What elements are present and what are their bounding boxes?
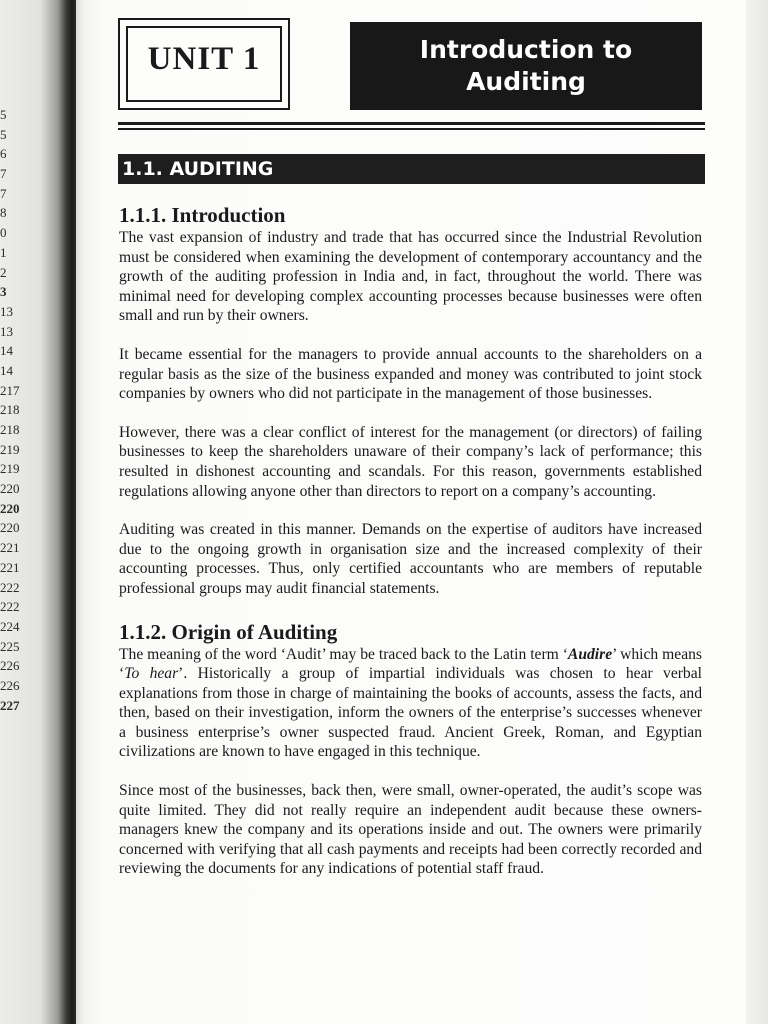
gutter-number: 0 [0,225,7,241]
introduction-paragraph: However, there was a clear conflict of interest for the management (or directors) of failing businesses to keep the shareholders unaware of their company’s lack of performance; this resulted in dishonest accounting and scandals. For this reason, governments established regulations allowing anyone other than directors to report on a company’s accounting. [119,423,702,500]
gutter-number: 5 [0,126,7,142]
gutter-number: 221 [0,559,20,575]
origin-text: The meaning of the word ‘Audit’ may be traced back to the Latin term ‘ [119,645,568,663]
header-rule-thin [118,128,705,130]
unit-title [420,34,632,98]
gutter-number: 226 [0,658,20,674]
origin-heading: 1.1.2. Origin of Auditing [119,619,338,644]
introduction-paragraph: It became essential for the managers to provide annual accounts to the shareholders on a regular basis as the size of the business expanded and money was contributed to joint stock companies by owners who did not participate in the management of those businesses. [119,345,702,403]
introduction-paragraph: The vast expansion of industry and trade that has occurred since the Industrial Revolution must be considered when examining the development of contemporary accountancy and the growth of the auditing profession in India and, in fact, throughout the world. There was minimal need for developing complex accounting processes because businesses were often small and run by their owners. [119,229,702,325]
gutter-number: 219 [0,461,20,477]
gutter-number: 5 [0,107,7,122]
gutter-number: 218 [0,422,20,437]
gutter-number: 14 [0,362,13,378]
gutter-number: 13 [0,303,13,319]
unit-title-line2: Auditing [466,67,586,96]
gutter-number: 1 [0,244,7,260]
gutter-number: 14 [0,343,13,359]
gutter-number: 220 [0,520,20,536]
gutter-number: 221 [0,540,20,556]
unit-title-line1: Introduction to [419,35,633,64]
section-title: 1.1. AUDITING [122,158,274,180]
unit-title-box [350,22,702,110]
page-right-edge [746,0,768,1024]
gutter-number: 227 [0,697,20,713]
unit-label-inner [126,26,282,102]
gutter-number: 220 [0,481,20,497]
gutter-number: 3 [0,284,7,300]
header-rule-thick [118,122,705,125]
gutter-number: 217 [0,382,20,398]
introduction-heading: 1.1.1. Introduction [119,203,286,227]
gutter-number: 7 [0,185,7,201]
origin-text: ’ which means ‘ [119,645,702,683]
gutter-number: 226 [0,677,20,693]
gutter-number: 225 [0,638,20,654]
gutter-number: 2 [0,264,7,280]
gutter-number: 7 [0,166,7,182]
unit-label-box [118,18,290,110]
gutter-number: 222 [0,579,20,595]
introduction-paragraph: Auditing was created in this manner. Demands on the expertise of auditors have increased due to the ongoing growth in organisation size and the increased complexity of their accounting processes. Thus, only certified accountants who are members of reputable professional groups may audit financial statements. [119,521,702,597]
latin-meaning-to-hear: To hear [124,665,179,683]
origin-paragraph-2: Since most of the businesses, back then, were small, owner-operated, the audit’s scope was quite limited. They did not really require an independent audit because these owners-managers knew the company and its operations inside and out. The owners were primarily concerned with verifying that all cash payments and receipts had been correctly recorded and reviewing the documents for any indications of potential staff fraud. [119,782,702,878]
latin-term-audire: Audire [567,645,613,663]
section-title-bar [118,154,705,184]
page-content [119,202,702,879]
origin-text: ’. Historically a group of impartial individuals was chosen to hear verbal explanations from those in charge of maintaining the books of accounts, assess the facts, and then, based on their investigation, inform the owners of the enterprise’s successes whenever a business enterprise’s owner suspected fraud. Ancient Greek, Roman, and Egyptian civilizations are known to have engaged in this technique. [119,665,702,761]
gutter-number: 218 [0,402,20,418]
gutter-number: 219 [0,441,20,457]
origin-paragraph-1 [119,645,702,763]
gutter-number: 224 [0,618,20,634]
gutter-page-numbers [0,105,30,715]
gutter-number: 220 [0,500,20,516]
gutter-number: 222 [0,599,20,615]
gutter-number: 13 [0,323,13,339]
unit-label: UNIT 1 [147,40,261,77]
gutter-number: 6 [0,146,7,162]
gutter-number: 8 [0,205,7,221]
